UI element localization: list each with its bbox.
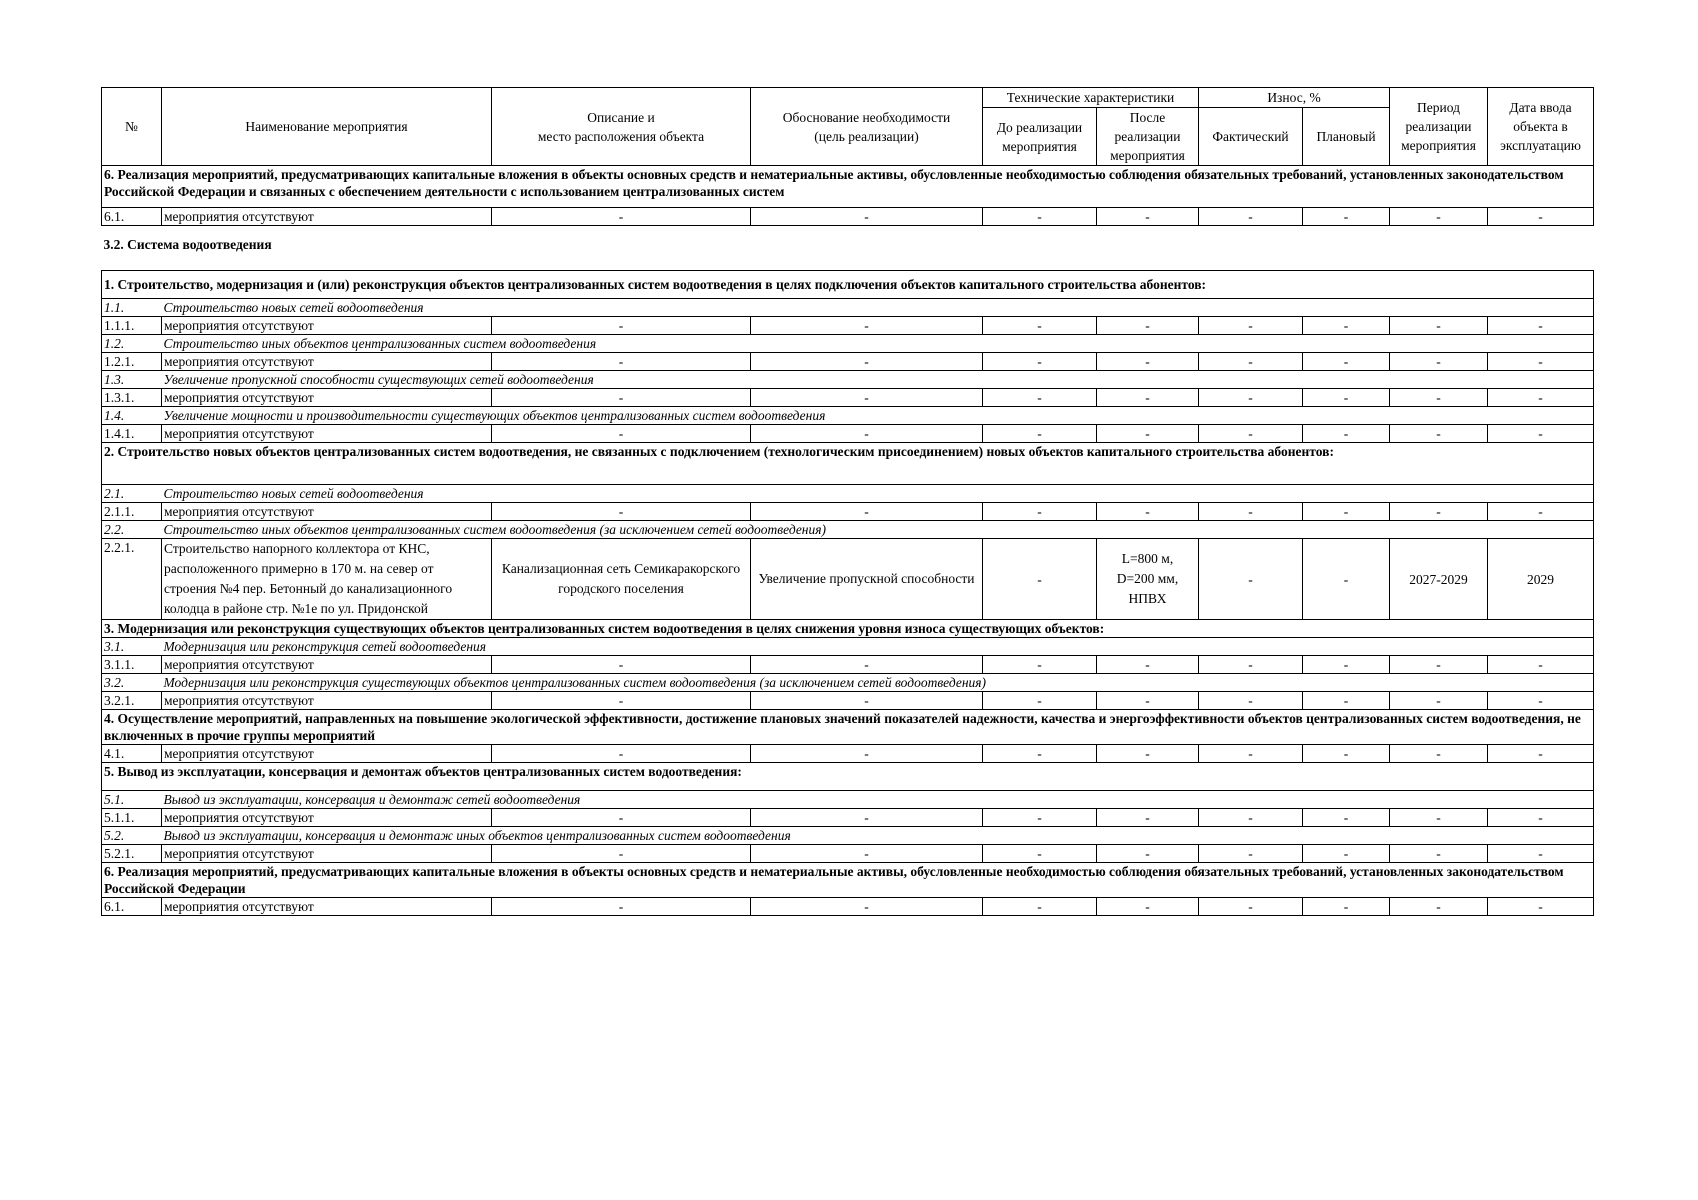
- row-name: Строительство напорного коллектора от КНС, расположенного примерно в 170 м. на север от строения №4 пер. Бетонный до канализационного колодца в районе стр. №1е по ул. Придонской: [162, 539, 492, 620]
- table-row: [102, 503, 1594, 521]
- cell-period: -: [1390, 353, 1488, 371]
- cell-desc: -: [492, 389, 751, 407]
- section-title: 6. Реализация мероприятий, предусматривающих капитальные вложения в объекты основных средств и нематериальные активы, обусловленные необходимостью соблюдения обязательных требований, установленных законодательством Российской Федерации и связанных с обеспечением деятельности с использованием централизованных систем: [102, 166, 1594, 208]
- cell-before: -: [983, 656, 1097, 674]
- col-wear-header: Износ, %: [1199, 88, 1390, 108]
- system-title: 3.2. Система водоотведения: [102, 226, 1594, 271]
- cell-actual: -: [1199, 539, 1303, 620]
- cell-planned: -: [1303, 539, 1390, 620]
- subsection-number: 1.1.: [102, 299, 162, 317]
- row-number: 3.2.1.: [102, 692, 162, 710]
- cell-desc: -: [492, 425, 751, 443]
- cell-after: -: [1097, 692, 1199, 710]
- cell-date: -: [1488, 745, 1594, 763]
- cell-before: -: [983, 898, 1097, 916]
- cell-planned: -: [1303, 389, 1390, 407]
- cell-justification: -: [751, 809, 983, 827]
- cell-before: -: [983, 389, 1097, 407]
- cell-justification: -: [751, 389, 983, 407]
- cell-justification: -: [751, 503, 983, 521]
- row-name: мероприятия отсутствуют: [162, 692, 492, 710]
- table-row: [102, 389, 1594, 407]
- row-number: 2.2.1.: [102, 539, 162, 620]
- row-number: 5.1.1.: [102, 809, 162, 827]
- subsection-number: 5.2.: [102, 827, 162, 845]
- cell-desc: -: [492, 745, 751, 763]
- cell-after: -: [1097, 809, 1199, 827]
- cell-desc: -: [492, 208, 751, 226]
- cell-desc: -: [492, 692, 751, 710]
- row-number: 2.1.1.: [102, 503, 162, 521]
- cell-actual: -: [1199, 425, 1303, 443]
- cell-date: -: [1488, 353, 1594, 371]
- cell-before: -: [983, 745, 1097, 763]
- table-row: [102, 208, 1594, 226]
- cell-planned: -: [1303, 503, 1390, 521]
- col-before-header: До реализации мероприятия: [983, 108, 1097, 166]
- cell-after: -: [1097, 656, 1199, 674]
- cell-before: -: [983, 503, 1097, 521]
- subsection-title: Модернизация или реконструкция существующих объектов централизованных систем водоотведения (за исключением сетей водоотведения): [162, 674, 1594, 692]
- cell-before: -: [983, 539, 1097, 620]
- table-row: [102, 898, 1594, 916]
- cell-justification: -: [751, 692, 983, 710]
- cell-date: -: [1488, 692, 1594, 710]
- row-number: 3.1.1.: [102, 656, 162, 674]
- cell-justification: -: [751, 845, 983, 863]
- table-row: [102, 845, 1594, 863]
- subsection-title: Строительство новых сетей водоотведения: [162, 299, 1594, 317]
- cell-justification: -: [751, 353, 983, 371]
- cell-desc: -: [492, 898, 751, 916]
- subsection-title: Строительство иных объектов централизованных систем водоотведения: [162, 335, 1594, 353]
- table-row: [102, 656, 1594, 674]
- cell-before: -: [983, 317, 1097, 335]
- subsection-number: 3.1.: [102, 638, 162, 656]
- table-row: [102, 353, 1594, 371]
- cell-after: -: [1097, 898, 1199, 916]
- cell-desc: Канализационная сеть Семикаракорского городского поселения: [492, 539, 751, 620]
- cell-planned: -: [1303, 845, 1390, 863]
- col-after-header: После реализации мероприятия: [1097, 108, 1199, 166]
- cell-planned: -: [1303, 317, 1390, 335]
- col-period-header: Период реализации мероприятия: [1390, 88, 1488, 166]
- cell-justification: -: [751, 425, 983, 443]
- cell-date: -: [1488, 809, 1594, 827]
- cell-after: -: [1097, 208, 1199, 226]
- cell-planned: -: [1303, 656, 1390, 674]
- section-title: 3. Модернизация или реконструкция существующих объектов централизованных систем водоотведения в целях снижения уровня износа существующих объектов:: [102, 620, 1594, 638]
- cell-period: -: [1390, 425, 1488, 443]
- row-name: мероприятия отсутствуют: [162, 503, 492, 521]
- row-number: 6.1.: [102, 208, 162, 226]
- row-number: 1.3.1.: [102, 389, 162, 407]
- cell-actual: -: [1199, 845, 1303, 863]
- cell-date: -: [1488, 656, 1594, 674]
- subsection-title: Строительство иных объектов централизованных систем водоотведения (за исключением сетей водоотведения): [162, 521, 1594, 539]
- cell-actual: -: [1199, 503, 1303, 521]
- cell-actual: -: [1199, 809, 1303, 827]
- table-row: [102, 539, 1594, 620]
- section-title: 6. Реализация мероприятий, предусматривающих капитальные вложения в объекты основных средств и нематериальные активы, обусловленные необходимостью соблюдения обязательных требований, установленных законодательством Российской Федерации: [102, 863, 1594, 898]
- cell-planned: -: [1303, 692, 1390, 710]
- row-name: мероприятия отсутствуют: [162, 317, 492, 335]
- cell-justification: Увеличение пропускной способности: [751, 539, 983, 620]
- row-number: 4.1.: [102, 745, 162, 763]
- subsection-number: 2.2.: [102, 521, 162, 539]
- cell-period: -: [1390, 317, 1488, 335]
- table-row: [102, 745, 1594, 763]
- col-justification-header: Обоснование необходимости (цель реализации): [751, 88, 983, 166]
- row-name: мероприятия отсутствуют: [162, 809, 492, 827]
- col-num-header: №: [102, 88, 162, 166]
- cell-desc: -: [492, 503, 751, 521]
- table-row: [102, 425, 1594, 443]
- row-number: 1.2.1.: [102, 353, 162, 371]
- cell-date: -: [1488, 898, 1594, 916]
- row-name: мероприятия отсутствуют: [162, 425, 492, 443]
- cell-date: -: [1488, 503, 1594, 521]
- section-title: 4. Осуществление мероприятий, направленных на повышение экологической эффективности, достижение плановых значений показателей надежности, качества и энергоэффективности объектов централизованных систем водоотведения, не включенных в прочие группы мероприятий: [102, 710, 1594, 745]
- cell-planned: -: [1303, 208, 1390, 226]
- cell-after: -: [1097, 745, 1199, 763]
- investment-program-table: [101, 87, 1593, 916]
- col-actual-header: Фактический: [1199, 108, 1303, 166]
- cell-after: -: [1097, 503, 1199, 521]
- cell-desc: -: [492, 353, 751, 371]
- cell-actual: -: [1199, 898, 1303, 916]
- subsection-title: Вывод из эксплуатации, консервация и демонтаж сетей водоотведения: [162, 791, 1594, 809]
- cell-desc: -: [492, 809, 751, 827]
- table-row: [102, 692, 1594, 710]
- cell-before: -: [983, 425, 1097, 443]
- subsection-number: 5.1.: [102, 791, 162, 809]
- cell-period: -: [1390, 389, 1488, 407]
- cell-after: -: [1097, 353, 1199, 371]
- cell-after: L=800 м, D=200 мм, НПВХ: [1097, 539, 1199, 620]
- cell-desc: -: [492, 845, 751, 863]
- cell-desc: -: [492, 656, 751, 674]
- activities-table: [101, 87, 1594, 916]
- cell-date: -: [1488, 845, 1594, 863]
- row-number: 6.1.: [102, 898, 162, 916]
- col-name-header: Наименование мероприятия: [162, 88, 492, 166]
- cell-date: -: [1488, 317, 1594, 335]
- cell-actual: -: [1199, 745, 1303, 763]
- subsection-title: Увеличение пропускной способности существующих сетей водоотведения: [162, 371, 1594, 389]
- row-name: мероприятия отсутствуют: [162, 745, 492, 763]
- cell-actual: -: [1199, 656, 1303, 674]
- table-row: [102, 809, 1594, 827]
- cell-period: -: [1390, 745, 1488, 763]
- cell-after: -: [1097, 389, 1199, 407]
- cell-justification: -: [751, 208, 983, 226]
- subsection-number: 3.2.: [102, 674, 162, 692]
- cell-period: -: [1390, 503, 1488, 521]
- cell-before: -: [983, 692, 1097, 710]
- col-planned-header: Плановый: [1303, 108, 1390, 166]
- cell-actual: -: [1199, 317, 1303, 335]
- subsection-number: 2.1.: [102, 485, 162, 503]
- cell-date: -: [1488, 208, 1594, 226]
- cell-period: -: [1390, 208, 1488, 226]
- row-name: мероприятия отсутствуют: [162, 353, 492, 371]
- subsection-title: Вывод из эксплуатации, консервация и демонтаж иных объектов централизованных систем водоотведения: [162, 827, 1594, 845]
- subsection-number: 1.4.: [102, 407, 162, 425]
- table-row: [102, 317, 1594, 335]
- cell-before: -: [983, 845, 1097, 863]
- cell-before: -: [983, 809, 1097, 827]
- cell-planned: -: [1303, 809, 1390, 827]
- row-name: мероприятия отсутствуют: [162, 898, 492, 916]
- cell-after: -: [1097, 317, 1199, 335]
- cell-date: -: [1488, 389, 1594, 407]
- section-title: 2. Строительство новых объектов централизованных систем водоотведения, не связанных с подключением (технологическим присоединением) новых объектов капитального строительства абонентов:: [102, 443, 1594, 485]
- cell-period: -: [1390, 809, 1488, 827]
- section-title: 5. Вывод из эксплуатации, консервация и демонтаж объектов централизованных систем водоотведения:: [102, 763, 1594, 791]
- row-number: 1.4.1.: [102, 425, 162, 443]
- cell-actual: -: [1199, 692, 1303, 710]
- cell-justification: -: [751, 898, 983, 916]
- cell-actual: -: [1199, 353, 1303, 371]
- row-number: 1.1.1.: [102, 317, 162, 335]
- subsection-title: Модернизация или реконструкция сетей водоотведения: [162, 638, 1594, 656]
- row-name: мероприятия отсутствуют: [162, 845, 492, 863]
- subsection-number: 1.2.: [102, 335, 162, 353]
- row-name: мероприятия отсутствуют: [162, 656, 492, 674]
- col-date-header: Дата ввода объекта в эксплуатацию: [1488, 88, 1594, 166]
- cell-planned: -: [1303, 425, 1390, 443]
- cell-actual: -: [1199, 389, 1303, 407]
- col-tech-header: Технические характеристики: [983, 88, 1199, 108]
- row-number: 5.2.1.: [102, 845, 162, 863]
- subsection-number: 1.3.: [102, 371, 162, 389]
- cell-desc: -: [492, 317, 751, 335]
- cell-before: -: [983, 208, 1097, 226]
- cell-after: -: [1097, 845, 1199, 863]
- cell-period: -: [1390, 898, 1488, 916]
- cell-planned: -: [1303, 898, 1390, 916]
- cell-after: -: [1097, 425, 1199, 443]
- section-title: 1. Строительство, модернизация и (или) реконструкция объектов централизованных систем водоотведения в целях подключения объектов капитального строительства абонентов:: [102, 271, 1594, 299]
- cell-period: 2027-2029: [1390, 539, 1488, 620]
- cell-actual: -: [1199, 208, 1303, 226]
- subsection-title: Строительство новых сетей водоотведения: [162, 485, 1594, 503]
- cell-planned: -: [1303, 745, 1390, 763]
- cell-justification: -: [751, 745, 983, 763]
- cell-justification: -: [751, 317, 983, 335]
- cell-planned: -: [1303, 353, 1390, 371]
- subsection-title: Увеличение мощности и производительности существующих объектов централизованных систем водоотведения: [162, 407, 1594, 425]
- cell-period: -: [1390, 656, 1488, 674]
- cell-date: 2029: [1488, 539, 1594, 620]
- cell-before: -: [983, 353, 1097, 371]
- col-desc-header: Описание и место расположения объекта: [492, 88, 751, 166]
- cell-period: -: [1390, 845, 1488, 863]
- cell-justification: -: [751, 656, 983, 674]
- row-name: мероприятия отсутствуют: [162, 389, 492, 407]
- row-name: мероприятия отсутствуют: [162, 208, 492, 226]
- cell-date: -: [1488, 425, 1594, 443]
- cell-period: -: [1390, 692, 1488, 710]
